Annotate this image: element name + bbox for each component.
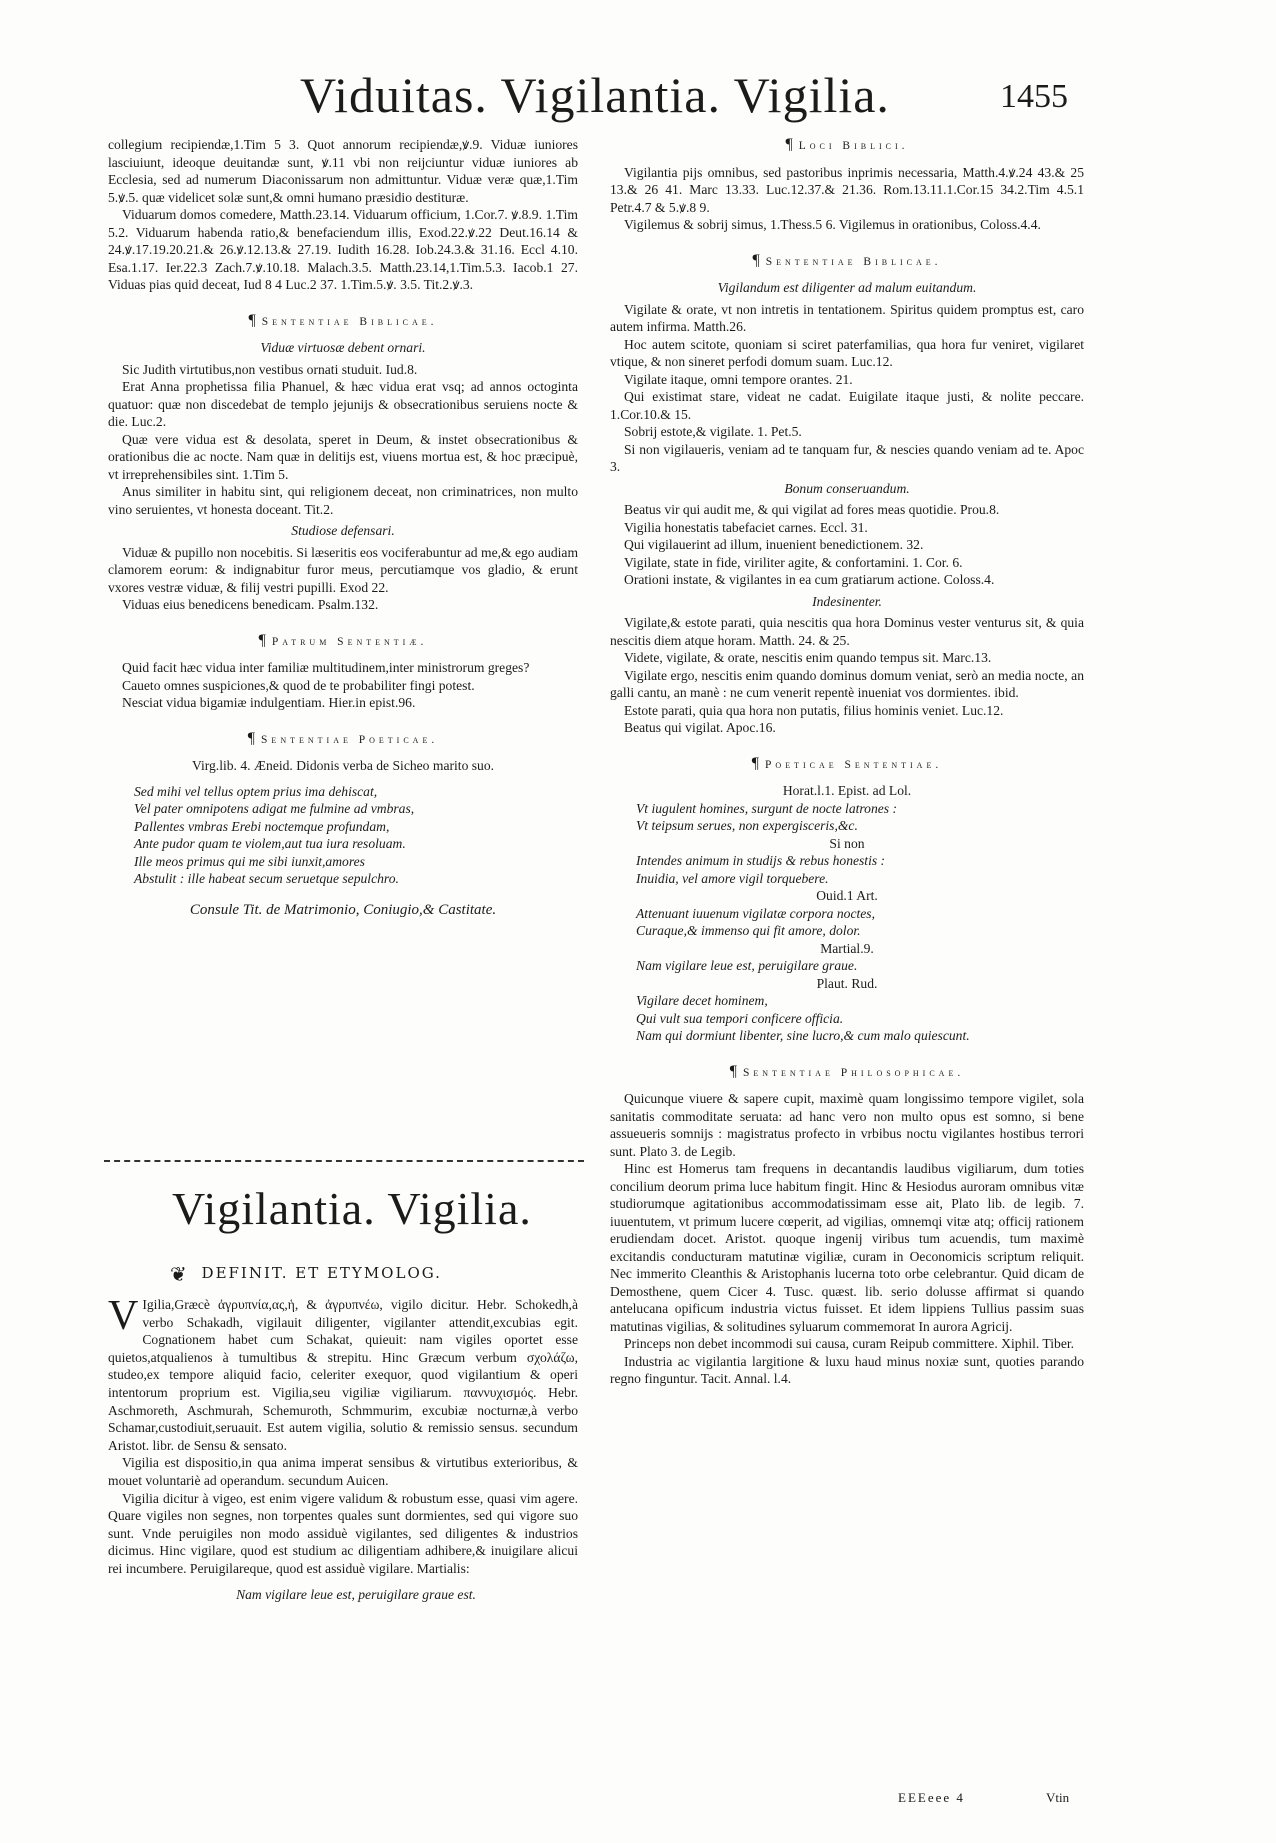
- section-heading: ¶ Poeticae Sententiae.: [751, 754, 943, 772]
- text-paragraph: Quæ vere vidua est & desolata, speret in Deum, & instet obsecrationibus & orationibus die ac nocte. Nam quæ in delitijs est, viuens mortua est, & hoc præcipuè, vt irreprehensibiles sint. 1.Tim 5.: [108, 431, 578, 482]
- fleuron-icon: ❦: [170, 1262, 189, 1286]
- text-paragraph: Videte, vigilate, & orate, nescitis enim quando tempus sit. Marc.13.: [624, 650, 992, 665]
- section-heading: ¶ Sententiae Poeticae.: [247, 729, 439, 747]
- verse-source: Si non: [829, 835, 865, 851]
- section-divider: [104, 1160, 584, 1162]
- text-paragraph: Anus similiter in habitu sint, qui religionem deceat, non criminatrices, non multo vino seruientes, vt honesta doceant. Tit.2.: [108, 484, 578, 517]
- catchword: Vtin: [1046, 1790, 1070, 1805]
- text-paragraph: Sic Judith virtutibus,non vestibus ornati studuit. Iud.8.: [122, 361, 418, 377]
- cross-reference: Consule Tit. de Matrimonio, Coniugio,& Castitate.: [189, 901, 497, 918]
- text-paragraph: Industria ac vigilantia largitione & luxu haud minus noxiæ sunt, quoties parando regno finguntur. Tacit. Annal. l.4.: [610, 1353, 1084, 1386]
- verse-source: Virg.lib. 4. Æneid. Didonis verba de Sicheo marito suo.: [191, 758, 495, 773]
- verse-line: Nam qui dormiunt libenter, sine lucro,& cum malo quiescunt.: [636, 1028, 970, 1043]
- section-subheading: Vigilandum est diligenter ad malum euitandum.: [717, 280, 977, 295]
- verse-line: Vt teipsum serues, non expergisceris,&c.: [636, 818, 858, 833]
- pilcrow-icon: ¶: [751, 754, 760, 772]
- text-paragraph: Vigilia dicitur à vigeo, est enim vigere validum & robustum esse, quasi vim agere. Quare vigiles non segnes, non torpentes quales sunt dormientes, sed qui vigore suo sunt. Vnde peruigiles non modo assiduè vigilantes, sed diligentes & industrios dicimus. Hinc vigilare, quod est studium ac diligentiam adhibere,& inuigilare alicui rei incumbere. Peruigilareque, quod est assiduè vigilare. Martialis:: [108, 1490, 578, 1576]
- signature-mark: EEEeee 4: [898, 1790, 965, 1805]
- verse-source: Martial.9.: [820, 940, 874, 956]
- verse-source: Horat.l.1. Epist. ad Lol.: [782, 783, 912, 798]
- text-paragraph: Qui existimat stare, videat ne cadat. Euigilate itaque justi, & nolite peccare. 1.Cor.10.& 15.: [610, 389, 1084, 422]
- verse-line: Pallentes vmbras Erebi noctemque profundam,: [134, 818, 390, 834]
- pilcrow-icon: ¶: [785, 136, 793, 153]
- text-paragraph: Beatus qui vigilat. Apoc.16.: [624, 720, 776, 735]
- section-subheading: Studiose defensari.: [291, 523, 395, 538]
- text-paragraph: V Igilia,Græcè ἀγρυπνία,ας,ἡ, & ἀγρυπνέω, vigilo dicitur. Hebr. Schokedh,à verbo Schakadh, vigilauit diligenter, vigilanter attendit,excubias egit. Cognationem habet cum Schakat, quieuit: nam vigiles oportet esse quietos,atqualienos à tumultibus & strepitu. Hinc Græcum verbum σχολάζω, studeo,ex tempore aliquid facio, celeriter exequor, quod vigilantium & operi intentorum proprium est. Vigilia,seu vigiliæ vigiliarum. παννυχισμός. Hebr. Aschmoreth, Aschmurah, Schemuroth, Schmmurim, excubiæ nocturnæ,à verbo Schamar,custodiuit,seruauit. Est autem vigilia, solutio & remissio sensus. secundum Aristot. libr. de Sensu & sensato.: [108, 1293, 578, 1453]
- running-title: Viduitas. Vigilantia. Vigilia.: [300, 67, 890, 123]
- text-paragraph: Orationi instate, & vigilantes in ea cum gratiarum actione. Coloss.4.: [624, 572, 995, 587]
- text-paragraph: Hoc autem scitote, quoniam si sciret paterfamilias, qua hora fur veniret, vigilaret vtique, & non sineret perfodi domum suam. Luc.12.: [610, 336, 1084, 369]
- text-paragraph: Vigilate,& estote parati, quia nescitis qua hora Dominus vester venturus sit, & quia nescitis diem atque horam. Matth. 24. & 25.: [610, 615, 1084, 648]
- verse-line: Intendes animum in studijs & rebus honestis :: [636, 853, 886, 868]
- definition-heading-text: DEFINIT. ET ETYMOLOG.: [201, 1264, 442, 1282]
- right-column: [610, 136, 1084, 1388]
- left-column: [108, 136, 578, 919]
- section-heading: ¶ Sententiae Philosophicae.: [729, 1062, 965, 1080]
- verse-line: Curaque,& immenso qui fit amore, dolor.: [636, 923, 861, 938]
- verse-line: Qui vult sua tempori conficere officia.: [636, 1010, 844, 1026]
- verse-line: Vt iugulent homines, surgunt de nocte latrones :: [636, 800, 898, 816]
- text-paragraph: Erat Anna prophetissa filia Phanuel, & hæc vidua erat vsq; ad annos octoginta quatuor: quæ non discedebat de templo jejunijs & obsecrationibus seruiens nocte & die. Luc.2.: [108, 379, 578, 429]
- page-number: 1455: [1000, 78, 1068, 115]
- text-paragraph: Estote parati, quia qua hora non putatis, filius hominis veniet. Luc.12.: [624, 702, 1004, 718]
- verse-line: Ante pudor quam te violem,aut tua iura resoluam.: [134, 836, 406, 851]
- text-paragraph: collegium recipiendæ,1.Tim 5 3. Quot annorum recipiendæ,ꝟ.9. Viduæ iuniores lasciuiunt, ideoque deuitandæ sunt, ꝟ.11 vbi non reijciuntur viduæ iuniores ab Ecclesia, sed ad numerum Diaconissarum non admittuntur. Viduæ veræ quæ,1.Tim 5.ꝟ.5. quæ videlicet solæ sunt,& omni humano præsidio destituræ.: [108, 137, 578, 205]
- text-paragraph: Beatus vir qui audit me, & qui vigilat ad fores meas quotidie. Prou.8.: [624, 502, 1000, 517]
- text-paragraph: Vigilate, state in fide, viriliter agite, & confortamini. 1. Cor. 6.: [624, 554, 963, 570]
- section-subheading: Bonum conseruandum.: [784, 480, 910, 496]
- text-paragraph: Sobrij estote,& vigilate. 1. Pet.5.: [624, 424, 802, 439]
- verse-line: Vigilare decet hominem,: [636, 993, 768, 1008]
- pilcrow-icon: ¶: [729, 1062, 738, 1080]
- text-paragraph: Viduarum domos comedere, Matth.23.14. Viduarum officium, 1.Cor.7. ꝟ.8.9. 1.Tim 5.2. Viduarum habenda ratio,& benefaciendum illis, Exod.22.ꝟ.22 Deut.16.14 & 24.ꝟ.17.19.20.21.& 26.ꝟ.12.13.& 27.19. Iudith 16.28. Iob.24.3.& 31.16. Eccl 4.10. Esa.1.17. Ier.22.3 Zach.7.ꝟ.10.18. Malach.3.5. Matth.23.14,1.Tim.5.3. Iacob.1 27. Viduas pias quid deceat, Iud 8 4 Luc.2 37. 1.Tim.5.ꝟ. 3.5. Tit.2.ꝟ.3.: [108, 207, 578, 292]
- verse-line: Nam vigilare leue est, peruigilare graue est.: [236, 1586, 476, 1602]
- text-paragraph: Hinc est Homerus tam frequens in decantandis laudibus vigiliarum, dum toties concilium deorum prima luce habitum fingit. Hinc & Hesiodus auroram omnibus vitæ studiorumque agitationibus accommodatissimam esse ait, Plato lib. de legib. 7. iuuentutem, vt primum lucere cœperit, ad vigilias, omnemqi vitæ atq; officij rationem erudiendam docet. Aristot. quoque ingenij viribus tum acuendis, tum maximè excitandis conducturam matutinæ vigiliæ, curam in Oeconomicis scriptum reliquit. Nec immerito Cleanthis & Aristophanis lucerna toto orbe celebrantur. Quid dicam de Demosthene, quem Cicer 4. Tusc. quæst. lib. serio dolusse affirmat si quando antelucana opificum industria victus fuisset. Et idem lippiens Tullius passim suas matutinas vigilias, & solitudines syluarum commemorat In aurora Agricij.: [610, 1161, 1084, 1334]
- text-paragraph: Princeps non debet incommodi sui causa, curam Reipub committere. Xiphil. Tiber.: [624, 1336, 1075, 1351]
- text-paragraph: Caueto omnes suspiciones,& quod de te probabiliter fingi potest.: [122, 677, 475, 693]
- section-heading: ¶ Sententiae Biblicae.: [248, 311, 438, 329]
- pilcrow-icon: ¶: [247, 729, 256, 747]
- text-paragraph: Vigilate ergo, nescitis enim quando dominus domum veniat, serò an media nocte, an galli cantu, an manè : ne cum venerit repentè inueniat vos dormientes. ibid.: [610, 667, 1084, 700]
- text-paragraph: Vigilia est dispositio,in qua anima imperat sensibus & virtutibus exterioribus, & mouet voluntariè ad operandum. secundum Auicen.: [108, 1455, 578, 1488]
- text-paragraph: Viduas eius benedicens benedicam. Psalm.132.: [122, 597, 379, 612]
- verse-line: Vel pater omnipotens adigat me fulmine ad vmbras,: [134, 801, 415, 816]
- section-heading: ¶ Patrum Sententiæ.: [258, 631, 428, 649]
- text-paragraph: Si non vigilaueris, veniam ad te tanquam fur, & nescies quando veniam ad te. Apoc 3.: [610, 441, 1084, 474]
- text-paragraph: Vigilate & orate, vt non intretis in tentationem. Spiritus quidem promptus est, caro autem infirma. Matth.26.: [610, 301, 1084, 334]
- definition-column: [108, 1293, 578, 1603]
- page-header: [0, 58, 1276, 128]
- verse-line: Ille meos primus qui me sibi iunxit,amores: [134, 853, 365, 869]
- text-paragraph: Vigilemus & sobrij simus, 1.Thess.5 6. Vigilemus in orationibus, Coloss.4.4.: [624, 217, 1041, 232]
- section-heading: ¶ Loci Biblici.: [785, 136, 909, 153]
- verse-source: Ouid.1 Art.: [816, 888, 878, 903]
- text-paragraph: Vigilantia pijs omnibus, sed pastoribus inprimis necessaria, Matth.4.ꝟ.24 43.& 25 13.& 26 41. Marc 13.33. Luc.12.37.& 21.36. Rom.13.11.1.Cor.15 34.2.Tim 4.5.1 Petr.4.7 & 5.ꝟ.8 9.: [610, 164, 1084, 215]
- text-paragraph: Quicunque viuere & sapere cupit, maximè quam longissimo tempore vigilet, sola sanitatis commoditate seruata: ad hanc vero non multo opus est somno, si bene assueueris somnijs : magistratus profecto in vrbibus noctu vigilantes hostibus terrori sunt. Plato 3. de Legib.: [610, 1091, 1084, 1159]
- verse-source: Plaut. Rud.: [816, 975, 878, 991]
- verse-line: Inuidia, vel amore vigil torquebere.: [636, 870, 829, 886]
- verse-line: Sed mihi vel tellus optem prius ima dehiscat,: [134, 783, 378, 799]
- poetic-block: [610, 782, 1084, 1045]
- verse-line: Attenuant iuuenum vigilatæ corpora noctes,: [636, 905, 875, 921]
- pilcrow-icon: ¶: [248, 311, 256, 329]
- entry-title: Vigilantia. Vigilia.: [172, 1183, 532, 1234]
- section-subheading: Viduæ virtuosæ debent ornari.: [260, 340, 426, 355]
- definition-heading: [170, 1262, 570, 1286]
- pilcrow-icon: ¶: [258, 631, 266, 649]
- text-paragraph: Viduæ & pupillo non nocebitis. Si læseritis eos vociferabuntur ad me,& ego audiam clamorem eorum: & indignabitur furor meus, percutiamque vos gladio, & erunt vxores vestræ viduæ, & filij vestri pupilli. Exod 22.: [108, 544, 579, 595]
- text-paragraph: Quid facit hæc vidua inter familiæ multitudinem,inter ministrorum greges?: [122, 660, 530, 675]
- text-paragraph: Vigilate itaque, omni tempore orantes. 21.: [624, 371, 853, 387]
- section-subheading: Indesinenter.: [812, 593, 882, 609]
- text-paragraph: Qui vigilauerint ad illum, inuenient benedictionem. 32.: [624, 537, 924, 552]
- text-paragraph: Vigilia honestatis tabefaciet carnes. Eccl. 31.: [624, 519, 868, 535]
- text-paragraph: Nesciat vidua bigamiæ indulgentiam. Hier.in epist.96.: [122, 695, 416, 710]
- verse-line: Abstulit : ille habeat secum seruetque sepulchro.: [134, 871, 399, 886]
- drop-cap: V: [108, 1293, 139, 1339]
- pilcrow-icon: ¶: [752, 251, 760, 269]
- verse-line: Nam vigilare leue est, peruigilare graue.: [636, 958, 858, 973]
- section-heading: ¶ Sententiae Biblicae.: [752, 251, 942, 269]
